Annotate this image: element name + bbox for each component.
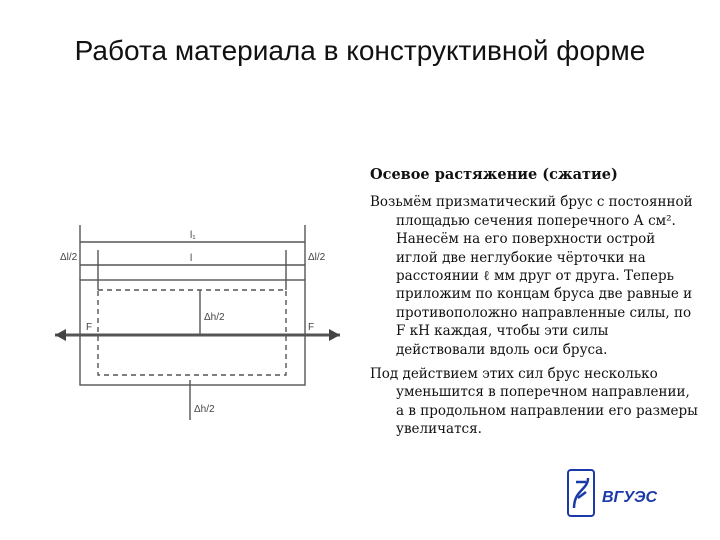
section-heading: Осевое растяжение (сжатие) <box>370 166 618 183</box>
diagram-svg <box>40 180 355 435</box>
slide-title: Работа материала в конструктивной форме <box>74 35 646 66</box>
label-l1: l₁ <box>190 230 196 241</box>
logo-text: ВГУЭС <box>602 489 658 506</box>
label-force-right: F <box>308 322 315 333</box>
arrow-right-icon <box>329 329 340 341</box>
bar-outline <box>80 280 305 385</box>
arrow-left-icon <box>55 329 66 341</box>
label-dh-bottom: Δh/2 <box>194 404 215 415</box>
text-block <box>370 166 700 445</box>
label-force-left: F <box>86 322 93 333</box>
bar-original-outline <box>98 290 286 375</box>
label-dl-left: Δl/2 <box>60 252 78 263</box>
label-dl-right: Δl/2 <box>308 252 326 263</box>
paragraph-1: Возьмём призматический брус с постоянной площадью сечения поперечного А см². Нанесём на его поверхности острой иглой две неглубокие чёрточки на расстоянии ℓ мм друг от друга. Теперь приложим по концам бруса две равные и противоположно направленные силы, по F кН каждая, чтобы эти силы действовали вдоль оси бруса. <box>370 194 693 358</box>
paragraph-2: Под действием этих сил брус несколько уменьшится в поперечном направлении, а в продольном направлении его размеры увеличатся. <box>370 366 698 438</box>
label-dh: Δh/2 <box>204 312 225 323</box>
bar-tension-diagram <box>40 180 355 435</box>
label-l: l <box>190 253 193 264</box>
university-logo <box>566 468 686 520</box>
crest-emblem-icon <box>566 468 686 520</box>
